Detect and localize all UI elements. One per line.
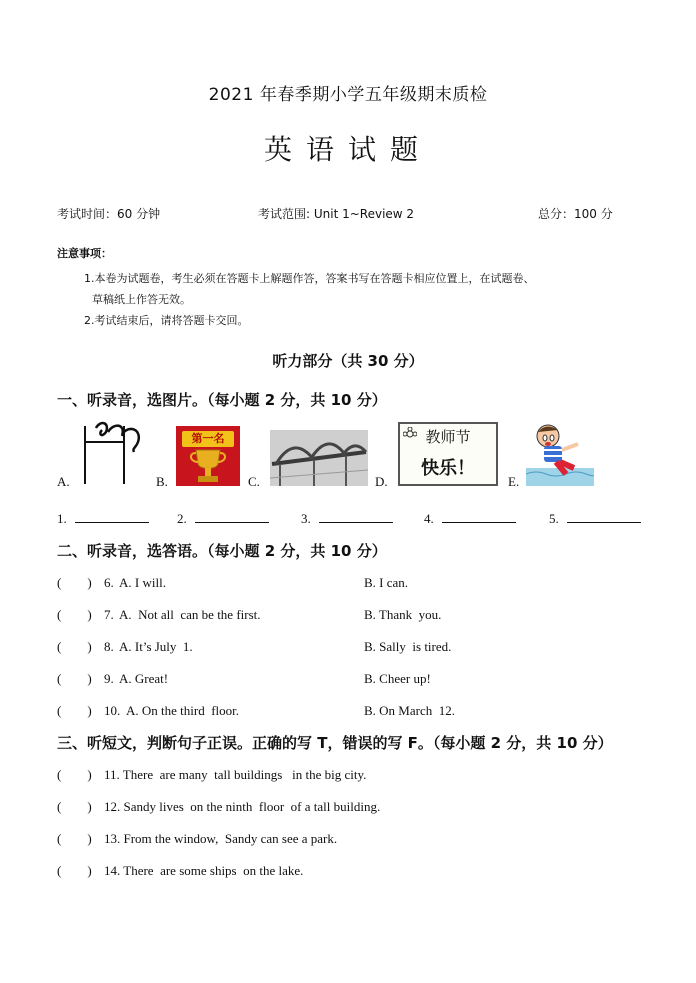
- note-item-1: 1.本卷为试题卷，考生必须在答题卡上解题作答，答案书写在答题卡相应位置上，在试题卷、: [84, 272, 535, 285]
- answer-paren-8[interactable]: ( ): [57, 639, 92, 654]
- notes-heading: 注意事项：: [57, 247, 112, 260]
- statement-11: 11. There are many tall buildings in the big city.: [104, 767, 367, 782]
- subject-title: 英语试题: [263, 133, 432, 166]
- option-6-b: B. I can.: [364, 575, 409, 590]
- question-number-7: 7.: [104, 607, 114, 622]
- option-8-b: B. Sally is tired.: [364, 639, 452, 654]
- answer-blank-3[interactable]: 3.: [301, 510, 393, 527]
- option-7-b: B. Thank you.: [364, 607, 442, 622]
- happy-caption: 快乐！: [421, 458, 475, 479]
- picture-label-a: A.: [57, 474, 70, 489]
- answer-blank-4[interactable]: 4.: [424, 510, 516, 527]
- answer-paren-14[interactable]: ( ): [57, 863, 92, 878]
- question-number-6: 6.: [104, 575, 114, 590]
- option-10-b: B. On March 12.: [364, 703, 455, 718]
- statement-14: 14. There are some ships on the lake.: [104, 863, 304, 878]
- question-number-9: 9.: [104, 671, 114, 686]
- teachers-day-card-icon: [398, 422, 498, 486]
- option-7-a: A. Not all can be the first.: [119, 607, 261, 622]
- option-6-a: A. I will.: [119, 575, 166, 590]
- answer-paren-6[interactable]: ( ): [57, 575, 92, 590]
- statement-13: 13. From the window, Sandy can see a park.: [104, 831, 338, 846]
- exam-title: 2021 年春季期小学五年级期末质检: [208, 85, 488, 105]
- question-number-8: 8.: [104, 639, 114, 654]
- section-3-title: 三、听短文，判断句子正误。正确的写 T，错误的写 F。（每小题 2 分，共 10 分）: [57, 734, 613, 752]
- teachers-day-caption: 教师节: [425, 428, 471, 446]
- option-10-a: A. On the third floor.: [126, 703, 240, 718]
- option-9-b: B. Cheer up!: [364, 671, 431, 686]
- flower-icon: [403, 427, 417, 441]
- option-9-a: A. Great!: [119, 671, 169, 686]
- picture-label-b: B.: [156, 474, 168, 489]
- option-8-a: A. It’s July 1.: [119, 639, 193, 654]
- picture-label-d: D.: [375, 474, 388, 489]
- section-1-title: 一、听录音，选图片。（每小题 2 分，共 10 分）: [57, 391, 387, 409]
- answer-paren-9[interactable]: ( ): [57, 671, 92, 686]
- answer-paren-12[interactable]: ( ): [57, 799, 92, 814]
- note-item-1-cont: 草稿纸上作答无效。: [92, 293, 191, 306]
- first-place-caption: 第一名: [182, 431, 234, 447]
- answer-blank-2[interactable]: 2.: [177, 510, 269, 527]
- picture-label-e: E.: [508, 474, 520, 489]
- statement-12: 12. Sandy lives on the ninth floor of a tall building.: [104, 799, 381, 814]
- listening-part-title: 听力部分（共 30 分）: [272, 352, 424, 370]
- answer-blank-1[interactable]: 1.: [57, 510, 149, 527]
- picture-label-c: C.: [248, 474, 260, 489]
- boy-falling-icon: [526, 418, 594, 486]
- high-jump-icon: [78, 418, 146, 486]
- answer-paren-10[interactable]: ( ): [57, 703, 92, 718]
- total-score: 总分：100 分: [538, 207, 613, 221]
- answer-blank-5[interactable]: 5.: [549, 510, 641, 527]
- answer-paren-11[interactable]: ( ): [57, 767, 92, 782]
- exam-time: 考试时间：60 分钟: [57, 207, 161, 221]
- bridge-icon: [270, 430, 368, 486]
- exam-scope: 考试范围: Unit 1~Review 2: [258, 207, 415, 221]
- section-2-title: 二、听录音，选答语。（每小题 2 分，共 10 分）: [57, 542, 387, 560]
- first-place-trophy-icon: [176, 426, 240, 486]
- answer-paren-7[interactable]: ( ): [57, 607, 92, 622]
- question-number-10: 10.: [104, 703, 121, 718]
- note-item-2: 2.考试结束后，请将答题卡交回。: [84, 314, 249, 327]
- answer-paren-13[interactable]: ( ): [57, 831, 92, 846]
